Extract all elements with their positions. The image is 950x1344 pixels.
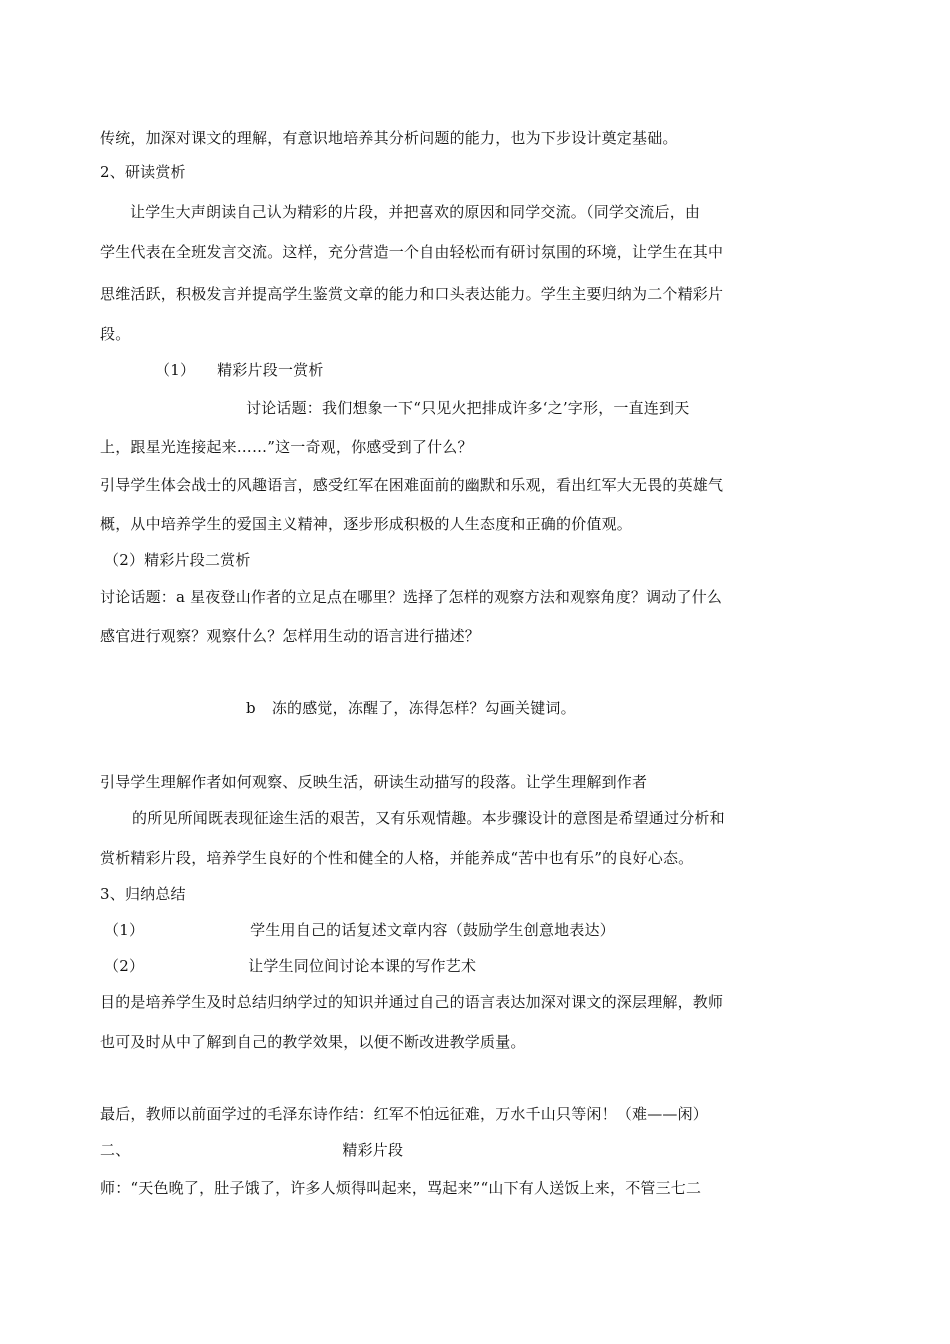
section-heading-2: 2、研读赏析	[100, 163, 186, 181]
list-text: 让学生同位间讨论本课的写作艺术	[248, 957, 477, 975]
section-number: 二、	[100, 1141, 131, 1159]
section-title: 精彩片段	[342, 1141, 404, 1159]
subheading-number: （1）	[155, 361, 196, 379]
paragraph-line: 概，从中培养学生的爱国主义精神，逐步形成积极的人生态度和正确的价值观。	[100, 515, 633, 533]
paragraph-line: 讨论话题：a 星夜登山作者的立足点在哪里？选择了怎样的观察方法和观察角度？调动了什么	[100, 588, 723, 606]
list-number: （2）	[104, 957, 145, 975]
paragraph-line: 感官进行观察？观察什么？怎样用生动的语言进行描述？	[100, 627, 481, 645]
paragraph-line: 引导学生理解作者如何观察、反映生活，研读生动描写的段落。让学生理解到作者	[100, 773, 648, 791]
paragraph-line: 师：“天色晚了，肚子饿了，许多人烦得叫起来，骂起来”“山下有人送饭上来，不管三七二	[100, 1179, 702, 1197]
question-b	[246, 698, 576, 718]
paragraph-line: 目的是培养学生及时总结归纳学过的知识并通过自己的语言表达加深对课文的深层理解，教师	[100, 993, 724, 1011]
subheading-2: （2）精彩片段二赏析	[104, 551, 251, 569]
section-heading-two	[100, 1140, 403, 1160]
subheading-1	[155, 360, 324, 380]
list-item	[104, 920, 615, 940]
paragraph-line: 思维活跃，积极发言并提高学生鉴赏文章的能力和口头表达能力。学生主要归纳为二个精彩片	[100, 285, 724, 303]
paragraph-line: 上，跟星光连接起来……”这一奇观，你感受到了什么？	[100, 438, 473, 456]
question-text: 冻的感觉，冻醒了，冻得怎样？勾画关键词。	[271, 699, 576, 717]
paragraph-line: 最后，教师以前面学过的毛泽东诗作结：红军不怕远征难，万水千山只等闲！（难——闲）	[100, 1105, 709, 1123]
paragraph-line: 的所见所闻既表现征途生活的艰苦，又有乐观情趣。本步骤设计的意图是希望通过分析和	[132, 809, 725, 827]
list-item	[104, 956, 476, 976]
list-number: （1）	[104, 921, 145, 939]
paragraph-line: 学生代表在全班发言交流。这样，充分营造一个自由轻松而有研讨氛围的环境，让学生在其中	[100, 243, 724, 261]
paragraph-line: 让学生大声朗读自己认为精彩的片段，并把喜欢的原因和同学交流。（同学交流后，由	[130, 203, 701, 221]
list-text: 学生用自己的话复述文章内容（鼓励学生创意地表达）	[250, 921, 615, 939]
paragraph-line: 赏析精彩片段，培养学生良好的个性和健全的人格，并能养成“苦中也有乐”的良好心态。	[100, 849, 694, 867]
paragraph-line: 也可及时从中了解到自己的教学效果，以便不断改进教学质量。	[100, 1033, 526, 1051]
paragraph-line: 引导学生体会战士的风趣语言，感受红军在困难面前的幽默和乐观，看出红军大无畏的英雄气	[100, 476, 724, 494]
subheading-text: 精彩片段一赏析	[217, 361, 324, 379]
question-letter: b	[246, 699, 256, 717]
section-heading-3: 3、归纳总结	[100, 885, 186, 903]
paragraph-line: 传统，加深对课文的理解，有意识地培养其分析问题的能力，也为下步设计奠定基础。	[100, 129, 678, 147]
paragraph-line: 段。	[100, 325, 131, 343]
paragraph-line: 讨论话题：我们想象一下“只见火把排成许多‘之’字形，一直连到天	[246, 399, 690, 417]
